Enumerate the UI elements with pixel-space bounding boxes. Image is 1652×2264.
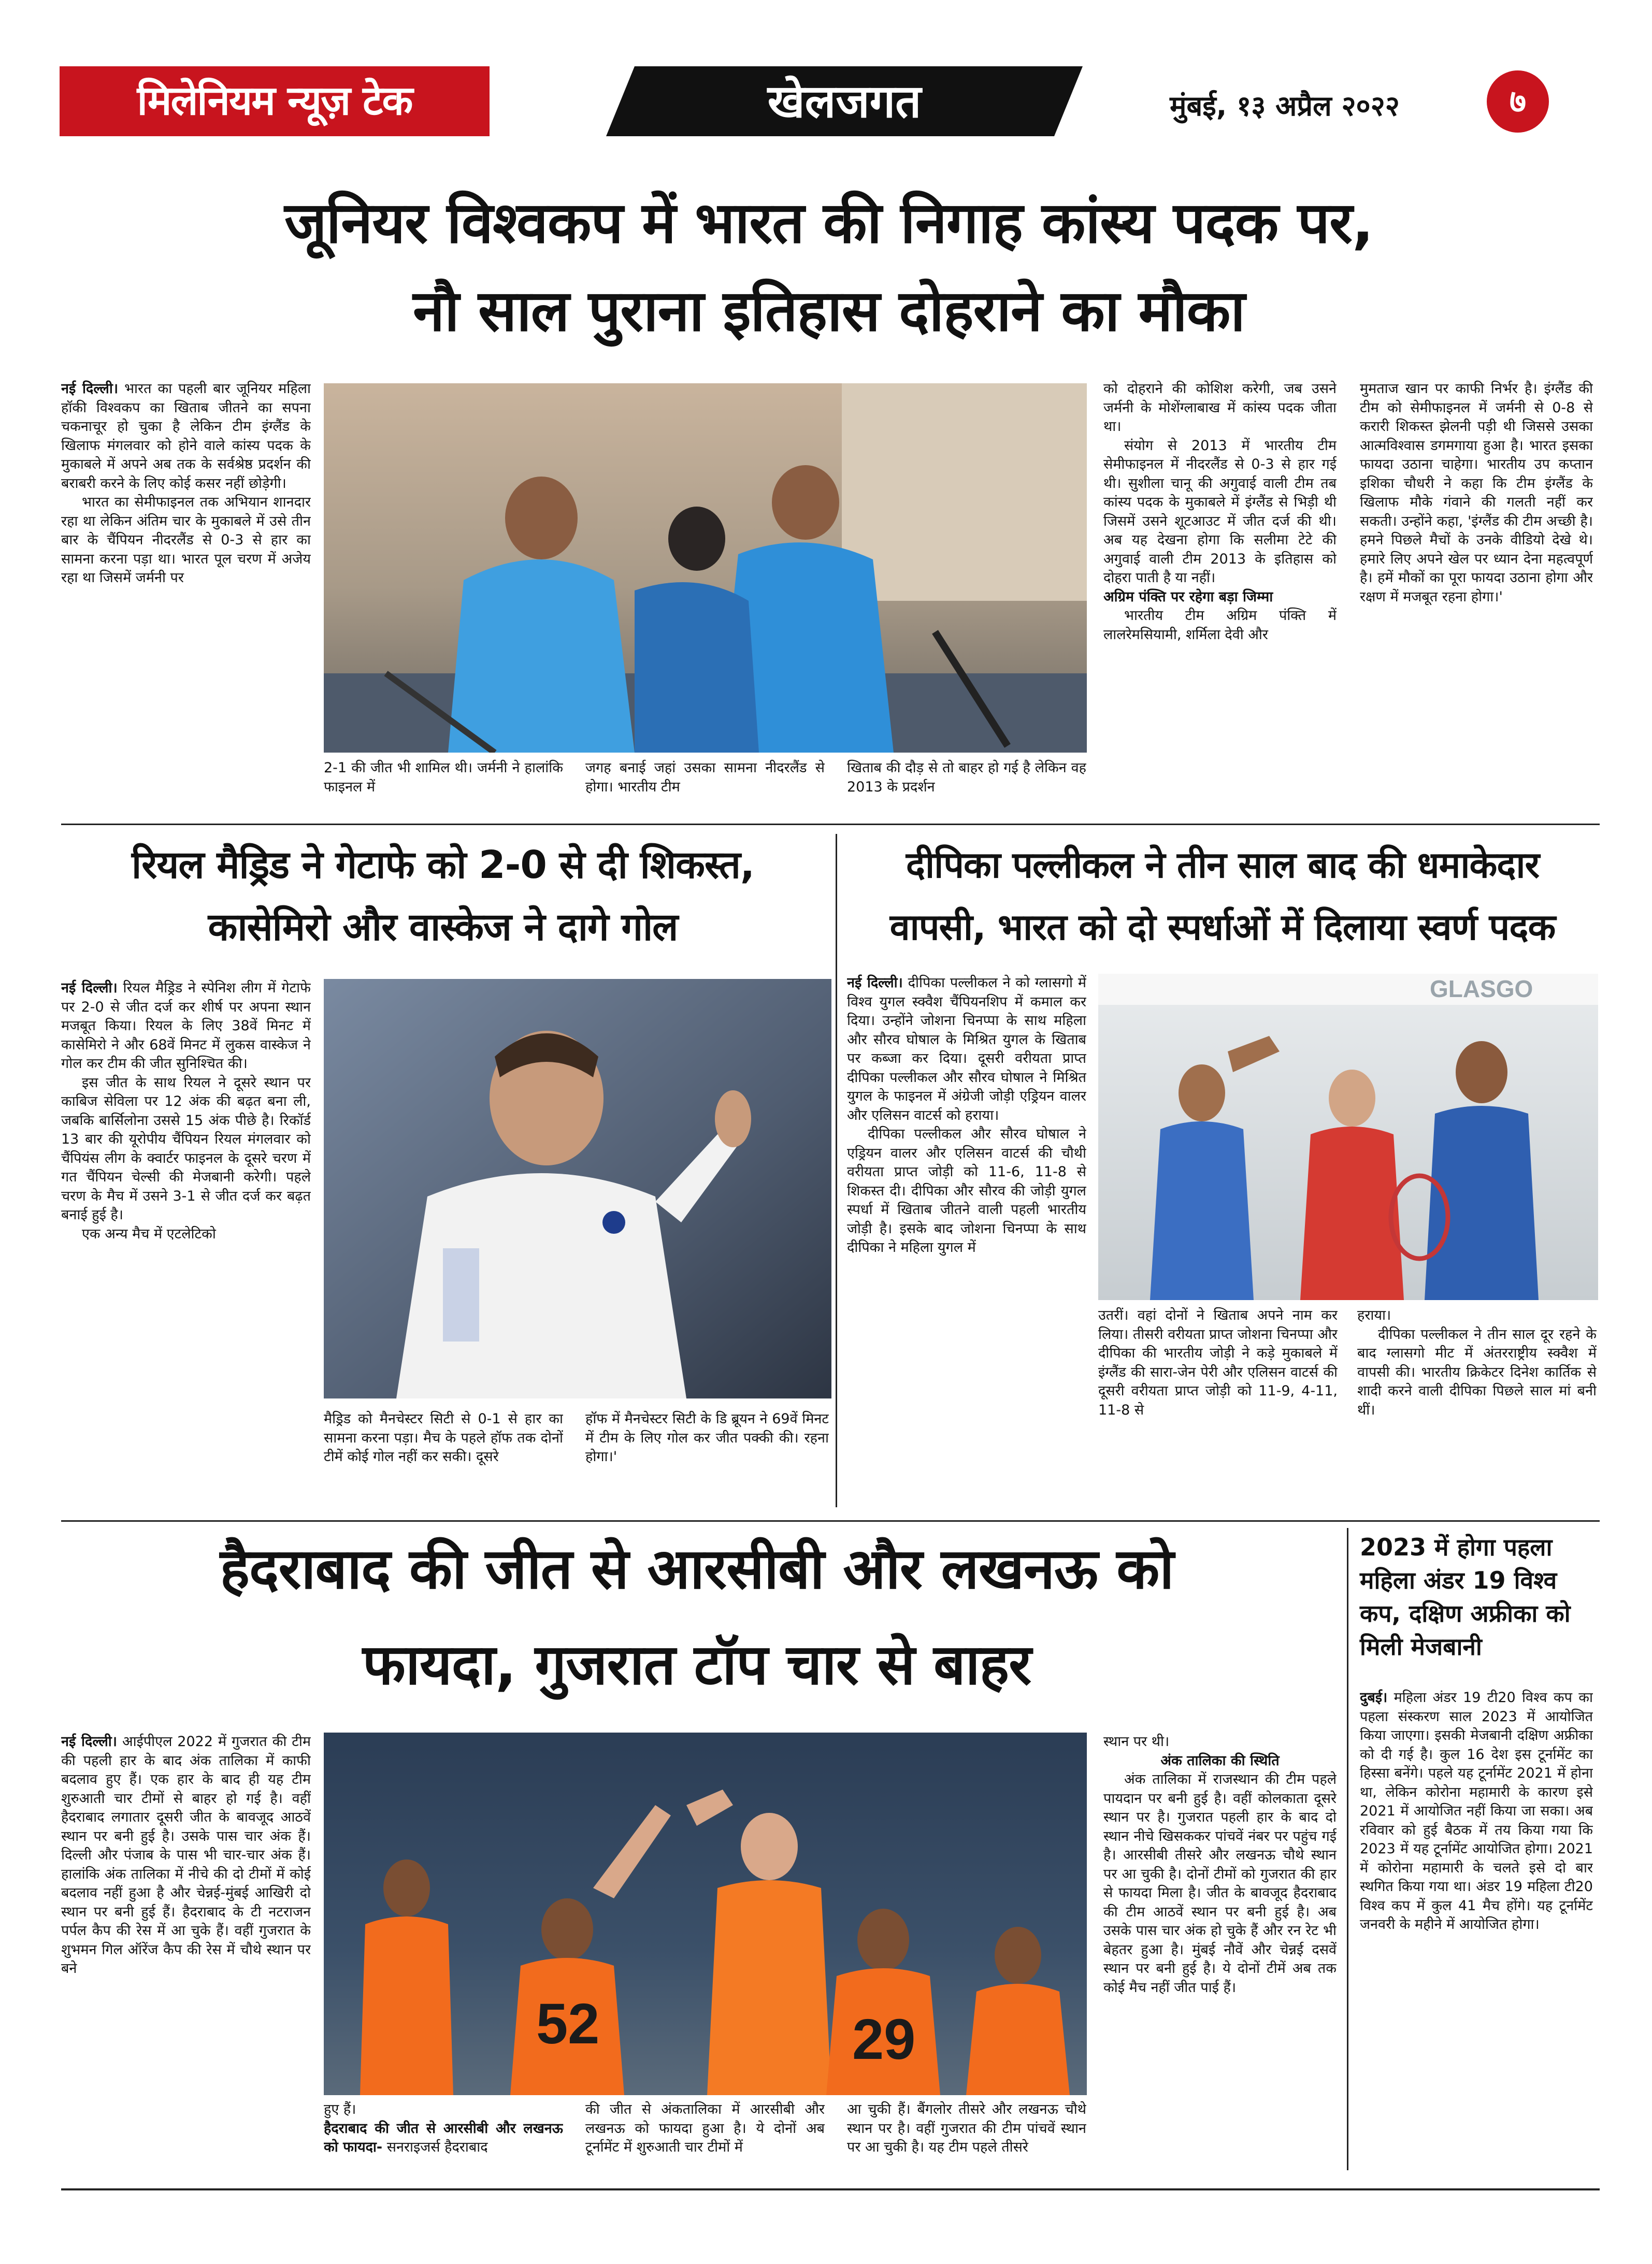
paper-name: मिलेनियम न्यूज़ टेक xyxy=(137,78,412,124)
story4-col3-p2: अंक तालिका में राजस्थान की टीम पहले पायदान पर बनी हुई है। वहीं कोलकाता दूसरे स्थान पर है। गुजरात पहली हार के बाद दो स्थान नीचे खिसककर पांचवें नंबर पर पहुंच गई है। आरसीबी तीसरे और लखनऊ चौथे स्थान पर आ चुकी है। दोनों टीमों को गुजरात की हार से फायदा मिला है। जीत के बावजूद हैदराबाद की टीम आठवें स्थान पर बनी हुई है। अब उसके पास चार अंक हो चुके हैं और रन रेट भी बेहतर हुआ है। मुंबई नौवें और चेन्नई दसवें स्थान पर बनी हुई है। ये दोनों टीमें अब तक कोई मैच नहीं जीत पाई हैं। xyxy=(1103,1771,1337,1996)
page-number: ७ xyxy=(1509,82,1527,120)
story1-col1-p1: भारत का पहली बार जूनियर महिला हॉकी विश्वकप का खिताब जीतने का सपना चकनाचूर हो चुका है लेकिन टीम इंग्लैंड के खिलाफ मंगलवार को होने वाले कांस्य पदक के मुकाबले में अपने अब तक के सर्वश्रेष्ठ प्रदर्शन की बराबरी करने के लिए कोई कसर नहीं छोड़ेगी। xyxy=(61,381,311,492)
story1-col3-p2: संयोग से 2013 में भारतीय टीम सेमीफाइनल में नीदरलैंड से 0-3 से हार गई थी। सुशीला चानू की अगुवाई वाली टीम तब कांस्य पदक के मुकाबले में इंग्लैंड से भिड़ी थी जिसमें उसने शूटआउट में जीत दर्ज की थी। अब यह देखना होगा कि सलीमा टेटे की अगुवाई वाली टीम 2013 के इतिहास को दोहरा पाती है या नहीं। xyxy=(1103,437,1337,586)
story3-col1-p1: दीपिका पल्लीकल ने को ग्लासगो में विश्व युगल स्क्वैश चैंपियनशिप में कमाल कर दिया। उन्होंने जोशना चिनप्पा के साथ महिला और सौरव घोषाल के मिश्रित युगल के खिताब पर कब्जा कर दिया। दूसरी वरीयता प्राप्त दीपिका पल्लीकल और सौरव घोषाल ने मिश्रित युगल के फाइनल में अंग्रेजी जोड़ी एड्रियन वालर और एलिसन वाटर्स को हराया। xyxy=(847,975,1086,1123)
story1-col1-p2: भारत का सेमीफाइनल तक अभियान शानदार रहा था लेकिन अंतिम चार के मुकाबले में उसे तीन बार के चैंपियन नीदरलैंड से 0-3 से हार का सामना करना पड़ा था। भारत पूल चरण में अजेय रहा था जिसमें जर्मनी पर xyxy=(61,494,311,586)
story1-caption-col2: जगह बनाई जहां उसका सामना नीदरलैंड से होगा। भारतीय टीम xyxy=(585,760,825,795)
story1-headline-line1: जूनियर विश्वकप में भारत की निगाह कांस्य पदक पर, xyxy=(284,190,1373,256)
story5-column xyxy=(1360,1689,1593,2168)
story3-headline-line2: वापसी, भारत को दो स्पर्धाओं में दिलाया स्वर्ण पदक xyxy=(889,906,1556,948)
divider-middle xyxy=(61,1520,1600,1522)
story2-col1-p1: रियल मैड्रिड ने स्पेनिश लीग में गेटाफे पर 2-0 से जीत दर्ज कर शीर्ष पर अपना स्थान मजबूत किया। रियल के लिए 38वें मिनट में कासेमिरो ने और 68वें मिनट में लुकस वास्केज ने गोल कर टीम की जीत सुनिश्चित की। xyxy=(61,980,311,1072)
story4-caption-col1 xyxy=(324,2100,563,2169)
story2-caption-col1: मैड्रिड को मैनचेस्टर सिटी से 0-1 से हार का सामना करना पड़ा। मैच के पहले हॉफ तक दोनों टीमें कोई गोल नहीं कर सकी। दूसरे xyxy=(324,1411,563,1465)
story1-col3-p3: भारतीय टीम अग्रिम पंक्ति में लालरेमसियामी, शर्मिला देवी और xyxy=(1103,608,1337,643)
story4-column3 xyxy=(1103,1733,1337,2168)
story5-headline: 2023 में होगा पहला महिला अंडर 19 विश्व कप, दक्षिण अफ्रीका को मिली मेजबानी xyxy=(1360,1533,1571,1661)
story4-photo-cricket xyxy=(324,1733,1087,2095)
story3-dateline: नई दिल्ली। xyxy=(847,975,903,991)
story2-headline-line1: रियल मैड्रिड ने गेटाफे को 2-0 से दी शिकस्त, xyxy=(131,843,755,887)
story2-photo-football xyxy=(324,979,831,1398)
story1-col3-p1: को दोहराने की कोशिश करेगी, जब उसने जर्मनी के मोशेंग्लाबाख में कांस्य पदक जीता था। xyxy=(1103,381,1337,435)
story4-headline-line2: फायदा, गुजरात टॉप चार से बाहर xyxy=(362,1633,1031,1697)
divider-vertical-sidebar xyxy=(1347,1528,1348,2170)
story3-column1 xyxy=(847,974,1086,1510)
story3-caption-col2-p1: हराया। xyxy=(1357,1307,1391,1323)
story4-caption-col1-p2: सनराइजर्स हैदराबाद xyxy=(386,2139,488,2155)
story1-headline-line2: नौ साल पुराना इतिहास दोहराने का मौका xyxy=(413,278,1245,344)
story3-caption-col1: उतरीं। वहां दोनों ने खिताब अपने नाम कर लिया। तीसरी वरीयता प्राप्त जोशना चिनप्पा और दीपिका की भारतीय जोड़ी ने कड़े मुकाबले में इंग्लैंड की सारा-जेन पेरी और एलिसन वाटर्स की दूसरी वरीयता प्राप्त जोड़ी को 11-9, 4-11, 11-8 से xyxy=(1098,1307,1338,1418)
story4-column1 xyxy=(61,1733,311,2168)
story5-body: महिला अंडर 19 टी20 विश्व कप का पहला संस्करण साल 2023 में आयोजित किया जाएगा। इसकी मेजबानी दक्षिण अफ्रीका को दी गई है। कुल 16 देश इस टूर्नामेंट का हिस्सा बनेंगे। पहले यह टूर्नामेंट 2021 में होना था, लेकिन कोरोना महामारी के कारण इसे 2021 में आयोजित नहीं किया जा सका। अब रविवार को हुई बैठक में तय किया गया कि 2023 में यह टूर्नामेंट आयोजित होगा। 2021 में कोरोना महामारी के चलते इसे दो बार स्थगित किया गया था। अंडर 19 महिला टी20 विश्व कप में कुल 41 मैच होंगे। यह टूर्नामेंट जनवरी के महीने में आयोजित होगा। xyxy=(1360,1690,1593,1933)
jersey-number-52: 52 xyxy=(536,1992,600,2056)
divider-top xyxy=(61,824,1600,825)
story2-column1 xyxy=(61,979,311,1510)
story4-dateline: नई दिल्ली। xyxy=(61,1734,118,1750)
dateline: मुंबई, १३ अप्रैल २०२२ xyxy=(1170,90,1400,122)
story2-headline-line2: कासेमिरो और वास्केज ने दागे गोल xyxy=(208,905,678,949)
story2-col1-p2: इस जीत के साथ रियल ने दूसरे स्थान पर काबिज सेविला पर 12 अंक की बढ़त बना ली, जबकि बार्सिलोना उससे 15 अंक पीछे है। रिकॉर्ड 13 बार की यूरोपीय चैंपियन रियल मंगलवार को चैंपियंस लीग के क्वार्टर फाइनल के दूसरे चरण में गत चैंपियन चेल्सी की मेजबानी करेगी। पहले चरण के मैच में उसने 3-1 से जीत दर्ज कर बढ़त बनाई हुई है। xyxy=(61,1074,311,1223)
story4-caption-col3: आ चुकी हैं। बैंगलोर तीसरे और लखनऊ चौथे स्थान पर है। वहीं गुजरात की टीम पांचवें स्थान पर आ चुकी है। यह टीम पहले तीसरे xyxy=(847,2101,1086,2155)
story3-photo-squash xyxy=(1098,974,1598,1300)
story2-caption-col2: हॉफ में मैनचेस्टर सिटी के डि ब्रूयन ने 69वें मिनट में टीम के लिए गोल कर जीत पक्की की। रहना होगा।' xyxy=(585,1411,829,1465)
story3-col1-p2: दीपिका पल्लीकल और सौरव घोषाल ने एड्रियन वालर और एलिसन वाटर्स की चौथी वरीयता प्राप्त जोड़ी को 11-6, 11-8 से शिकस्त दी। दीपिका और सौरव की जोड़ी युगल स्पर्धा में खिताब जीतने वाली पहली भारतीय जोड़ी है। इसके बाद जोशना चिनप्पा के साथ दीपिका ने महिला युगल में xyxy=(847,1126,1086,1256)
masthead-bar xyxy=(0,0,1652,150)
story4-col1-p1: आईपीएल 2022 में गुजरात की टीम की पहली हार के बाद अंक तालिका में काफी बदलाव हुए हैं। एक हार के बाद ही यह टीम शुरुआती चार टीमों से बाहर हो गई है। वहीं हैदराबाद लगातार दूसरी जीत के बावजूद आठवें स्थान पर बनी हुई है। उसके पास चार अंक हैं। दिल्ली और पंजाब के पास भी चार-चार अंक हैं। हालांकि अंक तालिका में नीचे की दो टीमों में कोई बदलाव नहीं हुआ है और चेन्नई-मुंबई आखिरी दो स्थान पर बनी हुई हैं। हैदराबाद के टी नटराजन पर्पल कैप की रेस में आ चुके हैं। वहीं गुजरात के शुभमन गिल ऑरेंज कैप की रेस में चौथे स्थान पर बने xyxy=(61,1734,311,1977)
story1-column4 xyxy=(1360,380,1593,799)
story4-subhead: अंक तालिका की स्थिति xyxy=(1160,1752,1280,1769)
story2-dateline: नई दिल्ली। xyxy=(61,980,118,996)
story3-caption-col2-p2: दीपिका पल्लीकल ने तीन साल दूर रहने के बाद ग्लासगो मीट में अंतरराष्ट्रीय स्क्वैश में वापसी की। भारतीय क्रिकेटर दिनेश कार्तिक से शादी करने वाली दीपिका पिछले साल मां बनी थीं। xyxy=(1357,1326,1597,1418)
story3-headline-line1: दीपिका पल्लीकल ने तीन साल बाद की धमाकेदार xyxy=(906,844,1540,886)
story3-caption-col2 xyxy=(1357,1306,1597,1510)
story1-caption-col1: 2-1 की जीत भी शामिल थी। जर्मनी ने हालांकि फाइनल में xyxy=(324,760,563,795)
story4-caption-subhead: हैदराबाद की जीत से आरसीबी और लखनऊ को फायदा- xyxy=(324,2120,563,2155)
story1-subhead: अग्रिम पंक्ति पर रहेगा बड़ा जिम्मा xyxy=(1103,588,1273,605)
story1-caption-col3: खिताब की दौड़ से तो बाहर हो गई है लेकिन वह 2013 के प्रदर्शन xyxy=(847,760,1086,795)
story1-col4-p1: मुमताज खान पर काफी निर्भर है। इंग्लैंड की टीम को सेमीफाइनल में जर्मनी से 0-8 से करारी शिकस्त झेलनी पड़ी थी जिससे उसका आत्मविश्वास डगमगाया हुआ है। भारत इसका फायदा उठाना चाहेगा। भारतीय उप कप्तान इशिका चौधरी ने कहा कि टीम इंग्लैंड के खिलाफ मौके गंवाने की गलती नहीं कर सकती। उन्होंने कहा, 'इंग्लैंड की टीम अच्छी है। हमने पिछले मैचों के उनके वीडियो देखे थे। हमारे लिए अपने खेल पर ध्यान देना महत्वपूर्ण है। हमें मौकों का पूरा फायदा उठाना होगा और रक्षण में मजबूत रहना होगा।' xyxy=(1360,381,1593,605)
story1-column1 xyxy=(61,380,311,799)
story4-headline-line1: हैदराबाद की जीत से आरसीबी और लखनऊ को xyxy=(220,1537,1174,1602)
squash-banner-text: GLASGO xyxy=(1430,975,1533,1002)
divider-bottom xyxy=(61,2188,1600,2190)
story4-caption-col1-p1: हुए हैं। xyxy=(324,2101,356,2117)
story1-dateline: नई दिल्ली। xyxy=(61,381,119,397)
story5-dateline: दुबई। xyxy=(1360,1690,1388,1706)
story1-column3 xyxy=(1103,380,1337,799)
story1-photo-hockey xyxy=(324,383,1087,753)
divider-vertical-mid xyxy=(836,834,837,1507)
story2-col1-p3: एक अन्य मैच में एटलेटिको xyxy=(82,1225,216,1242)
story4-caption-col2: की जीत से अंकतालिका में आरसीबी और लखनऊ को फायदा हुआ है। ये दोनों अब टूर्नामेंट में शुरुआती चार टीमों में xyxy=(585,2101,825,2155)
jersey-number-29: 29 xyxy=(852,2008,916,2071)
section-title: खेलजगत xyxy=(767,75,922,128)
story4-col3-p1: स्थान पर थी। xyxy=(1103,1734,1170,1750)
